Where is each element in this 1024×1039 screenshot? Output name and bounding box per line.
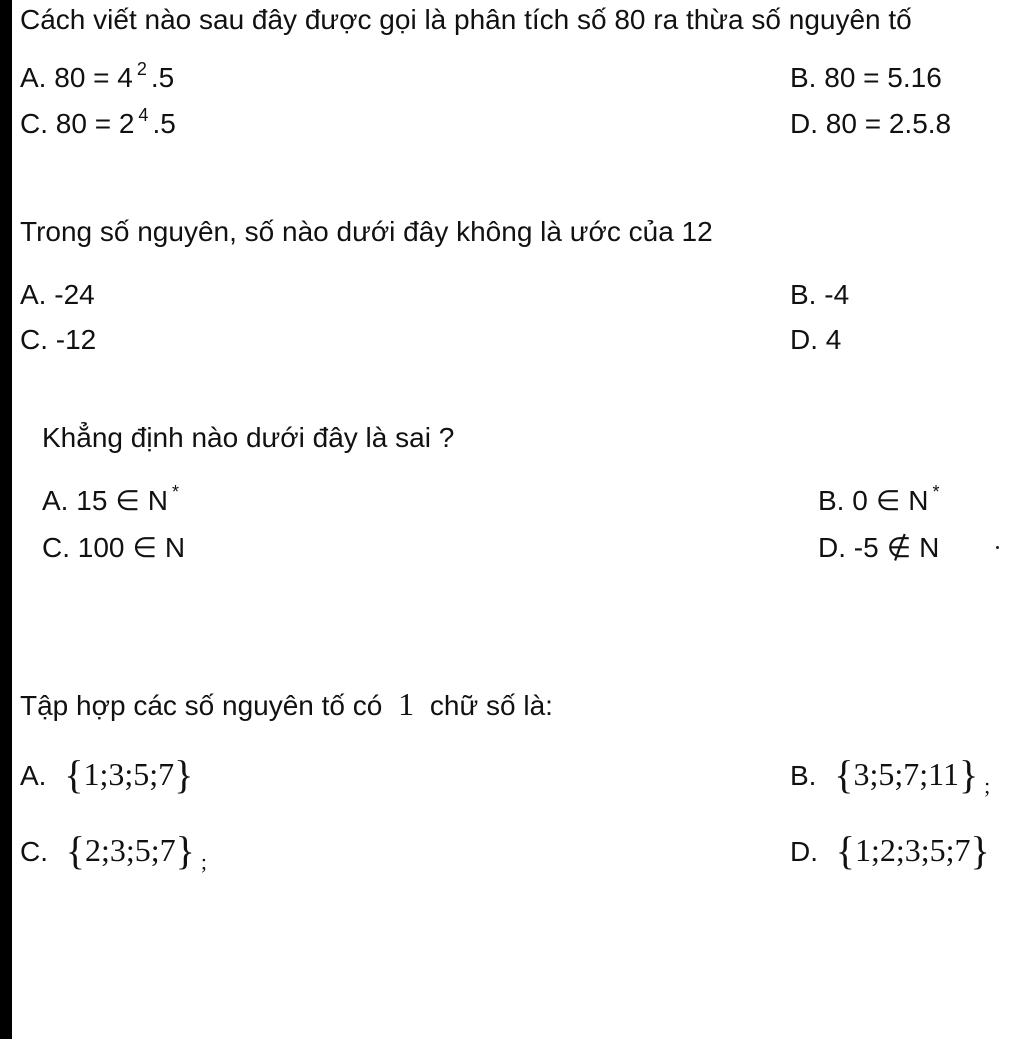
question-3-option-a[interactable] — [42, 482, 180, 516]
open-brace: { — [65, 828, 85, 873]
option-label: B. — [818, 485, 845, 516]
close-brace: } — [174, 752, 194, 797]
question-1-option-d[interactable] — [790, 110, 951, 138]
option-text: -24 — [54, 279, 95, 310]
option-set-items: 1;2;3;5;7 — [854, 832, 971, 868]
question-2-option-d[interactable] — [790, 326, 841, 354]
close-brace: } — [175, 828, 195, 873]
question-3-option-b[interactable] — [818, 482, 940, 516]
trailing-semicolon: ; — [200, 849, 207, 874]
option-tail: .5 — [150, 62, 175, 93]
option-label: A. — [42, 485, 69, 516]
option-exponent: 4 — [138, 105, 149, 125]
close-brace: } — [970, 828, 990, 873]
quiz-page — [12, 0, 1024, 1039]
question-1-option-a[interactable] — [20, 59, 175, 93]
option-label: A. — [20, 62, 47, 93]
option-label: B. — [790, 279, 817, 310]
option-label: A. — [20, 279, 47, 310]
element-of-symbol: ∈ — [115, 485, 140, 516]
question-4-option-d[interactable] — [790, 828, 990, 873]
option-number: -5 — [853, 532, 879, 563]
trailing-semicolon: ; — [984, 773, 991, 798]
question-4-option-b[interactable] — [790, 752, 991, 798]
option-label: D. — [790, 108, 818, 139]
option-text: -12 — [55, 324, 97, 355]
option-label: B. — [790, 62, 817, 93]
option-number: 15 — [76, 485, 108, 516]
question-4-text — [20, 688, 553, 720]
open-brace: { — [835, 828, 855, 873]
option-text: 4 — [825, 324, 842, 355]
option-text: -4 — [824, 279, 850, 310]
element-of-symbol: ∈ — [875, 485, 901, 516]
close-brace: } — [958, 752, 979, 797]
option-number: 100 — [77, 532, 125, 563]
option-label: C. — [42, 532, 70, 563]
option-set: N — [147, 485, 169, 516]
option-set-items: 1;3;5;7 — [83, 756, 175, 792]
question-4-option-a[interactable] — [20, 752, 194, 797]
option-text: 80 = 5.16 — [824, 62, 942, 93]
option-label: C. — [20, 836, 48, 867]
question-2-option-c[interactable] — [20, 326, 96, 354]
question-1-text: Cách viết nào sau đây được gọi là phân tích số 80 ra thừa số nguyên tố — [20, 4, 912, 35]
question-4-option-c[interactable] — [20, 828, 207, 874]
option-set: N — [919, 532, 940, 563]
question-3-text: Khẳng định nào dưới đây là sai ? — [42, 422, 455, 453]
star-superscript: * — [172, 482, 180, 502]
option-exponent: 2 — [136, 59, 147, 79]
option-label: C. — [20, 324, 48, 355]
question-3-option-d[interactable] — [818, 534, 939, 562]
option-set-items: 3;5;7;11 — [853, 756, 959, 792]
option-set: N — [908, 485, 929, 516]
option-set-items: 2;3;5;7 — [84, 832, 176, 868]
question-3-option-c[interactable] — [42, 534, 185, 562]
option-label: C. — [20, 108, 48, 139]
open-brace: { — [64, 752, 84, 797]
element-of-symbol: ∈ — [132, 532, 157, 563]
option-label: D. — [818, 532, 846, 563]
option-number: 0 — [852, 485, 868, 516]
option-base: 80 = 4 — [54, 62, 133, 93]
question-1-option-c[interactable] — [20, 105, 176, 139]
option-tail: .5 — [152, 108, 176, 139]
open-brace: { — [834, 752, 854, 797]
star-superscript: * — [932, 482, 940, 502]
question-2-option-b[interactable] — [790, 281, 849, 309]
question-1-option-b[interactable] — [790, 64, 942, 92]
question-2-option-a[interactable] — [20, 281, 95, 309]
question-4-text-before: Tập hợp các số nguyên tố có — [20, 690, 383, 721]
not-element-of-symbol: ∉ — [886, 532, 912, 563]
option-label: D. — [790, 836, 818, 867]
question-2-text: Trong số nguyên, số nào dưới đây không là ước của 12 — [20, 216, 713, 247]
option-base: 80 = 2 — [55, 108, 135, 139]
stray-dot — [996, 546, 999, 549]
question-4-digit: 1 — [398, 686, 415, 722]
option-text: 80 = 2.5.8 — [825, 108, 952, 139]
option-label: D. — [790, 324, 818, 355]
option-set: N — [164, 532, 186, 563]
question-4-text-after: chữ số là: — [429, 690, 553, 721]
option-label: A. — [20, 760, 47, 791]
option-label: B. — [790, 760, 817, 791]
